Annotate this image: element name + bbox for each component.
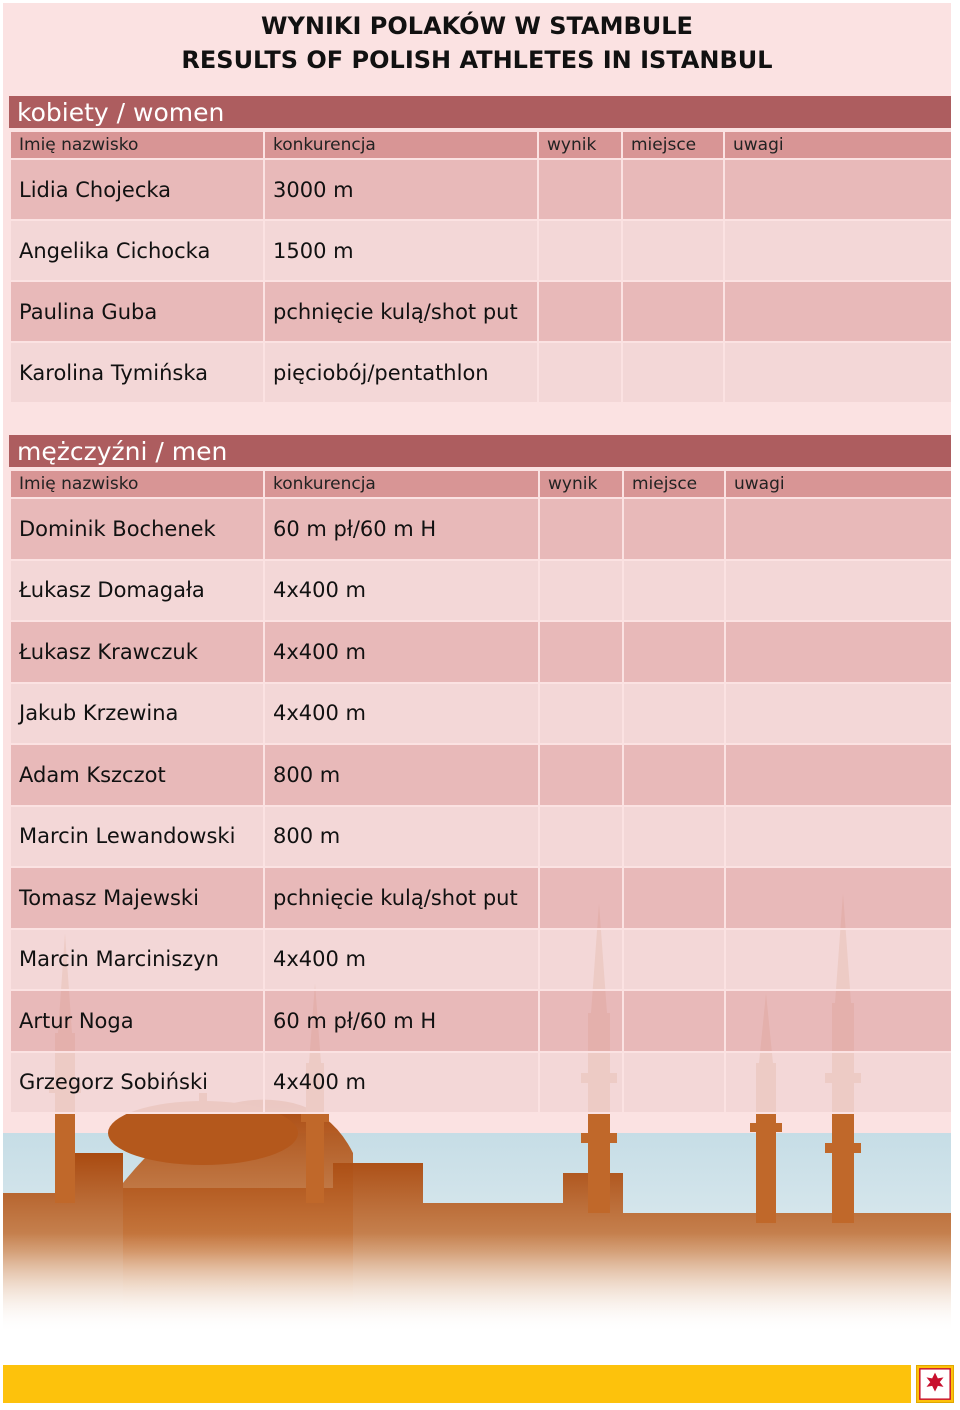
title-english: RESULTS OF POLISH ATHLETES IN ISTANBUL [181,46,773,74]
athlete-name: Adam Kszczot [10,744,264,806]
women-results-table [9,130,951,404]
athlete-result [539,744,623,806]
athlete-place [623,1052,725,1114]
athlete-notes [724,159,951,220]
athlete-notes [724,220,951,281]
athlete-place [622,159,724,220]
table-row [10,342,951,403]
athlete-place [623,560,725,622]
athlete-result [539,929,623,991]
athlete-event: 4x400 m [264,1052,539,1114]
athlete-place [623,929,725,991]
table-row [10,744,951,806]
athlete-name: Karolina Tymińska [10,342,264,403]
athlete-event: 800 m [264,806,539,868]
table-row [10,990,951,1052]
athlete-name: Marcin Lewandowski [10,806,264,868]
athlete-place [623,498,725,560]
athlete-notes [724,281,951,342]
athlete-notes [725,867,951,929]
athlete-result [538,220,622,281]
athlete-event: 60 m pł/60 m H [264,990,539,1052]
table-row [10,683,951,745]
athlete-place [623,990,725,1052]
col-header-name: Imię nazwisko [10,131,264,159]
athlete-notes [725,929,951,991]
athlete-notes [725,621,951,683]
table-header-row [10,470,951,498]
athlete-result [539,1052,623,1114]
table-row [10,806,951,868]
athlete-result [539,867,623,929]
col-header-name: Imię nazwisko [10,470,264,498]
men-section [9,435,951,1114]
col-header-event: konkurencja [264,131,538,159]
athlete-event: 1500 m [264,220,538,281]
athlete-notes [725,683,951,745]
athlete-result [539,621,623,683]
table-row [10,1052,951,1114]
athlete-name: Grzegorz Sobiński [10,1052,264,1114]
women-section [9,96,951,404]
table-row [10,281,951,342]
col-header-notes: uwagi [724,131,951,159]
athlete-notes [725,560,951,622]
col-header-place: miejsce [623,470,725,498]
athlete-event: pchnięcie kulą/shot put [264,867,539,929]
athlete-event: 800 m [264,744,539,806]
athlete-event: 4x400 m [264,683,539,745]
col-header-event: konkurencja [264,470,539,498]
athlete-event: 4x400 m [264,929,539,991]
athlete-notes [725,806,951,868]
athlete-name: Jakub Krzewina [10,683,264,745]
table-row [10,220,951,281]
athlete-name: Tomasz Majewski [10,867,264,929]
col-header-result: wynik [539,470,623,498]
athlete-name: Dominik Bochenek [10,498,264,560]
athlete-result [539,560,623,622]
athlete-name: Angelika Cichocka [10,220,264,281]
table-row [10,929,951,991]
athlete-place [623,744,725,806]
athlete-name: Marcin Marciniszyn [10,929,264,991]
athlete-place [623,806,725,868]
athlete-place [623,621,725,683]
men-results-table [9,469,951,1114]
athlete-place [622,220,724,281]
col-header-notes: uwagi [725,470,951,498]
results-sheet [3,3,951,1333]
athlete-event: 60 m pł/60 m H [264,498,539,560]
athlete-notes [725,990,951,1052]
athlete-name: Łukasz Domagała [10,560,264,622]
athlete-place [623,683,725,745]
athlete-result [539,806,623,868]
men-heading: mężczyźni / men [9,435,951,469]
table-row [10,159,951,220]
page-title [3,9,951,77]
table-row [10,621,951,683]
athlete-place [622,342,724,403]
table-row [10,560,951,622]
col-header-result: wynik [538,131,622,159]
athlete-result [539,990,623,1052]
athlete-event: 4x400 m [264,560,539,622]
athlete-notes [725,744,951,806]
athlete-event: pięciobój/pentathlon [264,342,538,403]
athlete-result [538,342,622,403]
athlete-notes [725,498,951,560]
athlete-notes [725,1052,951,1114]
table-header-row [10,131,951,159]
table-row [10,867,951,929]
athlete-name: Łukasz Krawczuk [10,621,264,683]
athlete-result [538,281,622,342]
athlete-name: Paulina Guba [10,281,264,342]
table-row [10,498,951,560]
athlete-name: Artur Noga [10,990,264,1052]
athlete-place [622,281,724,342]
col-header-place: miejsce [622,131,724,159]
athlete-event: 3000 m [264,159,538,220]
athlete-notes [724,342,951,403]
athlete-event: pchnięcie kulą/shot put [264,281,538,342]
athlete-result [539,498,623,560]
women-heading: kobiety / women [9,96,951,130]
athlete-result [539,683,623,745]
pzla-logo [916,1365,954,1403]
title-polish: WYNIKI POLAKÓW W STAMBULE [261,12,693,40]
athlete-place [623,867,725,929]
athlete-name: Lidia Chojecka [10,159,264,220]
footer-bar [3,1365,911,1403]
athlete-result [538,159,622,220]
athlete-event: 4x400 m [264,621,539,683]
